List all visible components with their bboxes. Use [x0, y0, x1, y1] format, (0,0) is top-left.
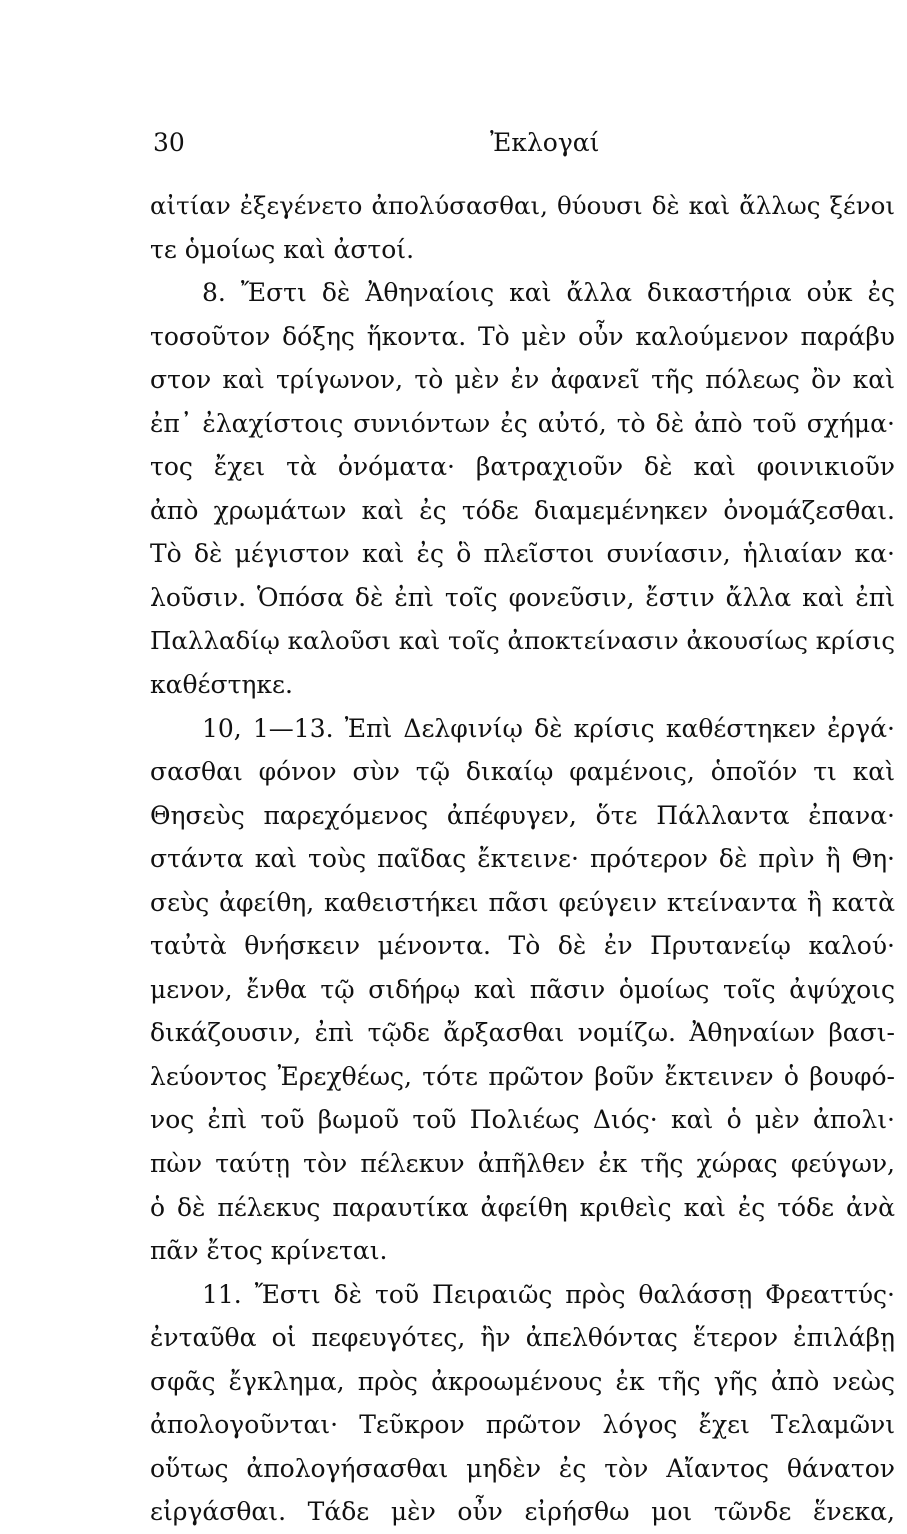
- text-line: στάντα καὶ τοὺς παῖδας ἔκτεινε· πρότερον δὲ πρὶν ἢ Θη·: [150, 844, 895, 874]
- text-line: ἀπὸ χρωμάτων καὶ ἐς τόδε διαμεμένηκεν ὀνομάζεσθαι.: [150, 495, 895, 525]
- text-line: νος ἐπὶ τοῦ βωμοῦ τοῦ Πολιέως Διός· καὶ ὁ μὲν ἀπολι·: [150, 1105, 895, 1135]
- text-line: 11. Ἔστι δὲ τοῦ Πειραιῶς πρὸς θαλάσσῃ Φρεαττύς·: [202, 1279, 895, 1309]
- text-line: ἐπ᾽ ἐλαχίστοις συνιόντων ἐς αὐτό, τὸ δὲ ἀπὸ τοῦ σχήμα·: [150, 408, 895, 438]
- text-line: Θησεὺς παρεχόμενος ἀπέφυγεν, ὅτε Πάλλαντα ἐπανα·: [150, 800, 895, 830]
- text-line: τε ὁμοίως καὶ ἀστοί.: [150, 234, 415, 264]
- text-line: λοῦσιν. Ὁπόσα δὲ ἐπὶ τοῖς φονεῦσιν, ἔστιν ἄλλα καὶ ἐπὶ: [150, 582, 895, 612]
- text-line: καθέστηκε.: [150, 670, 293, 700]
- text-line: σεὺς ἀφείθη, καθειστήκει πᾶσι φεύγειν κτείναντα ἢ κατὰ: [150, 887, 895, 917]
- text-line: Τὸ δὲ μέγιστον καὶ ἐς ὃ πλεῖστοι συνίασιν, ἡλιαίαν κα·: [150, 539, 895, 569]
- text-line: ταὐτὰ θνήσκειν μένοντα. Τὸ δὲ ἐν Πρυτανείῳ καλού·: [150, 931, 895, 961]
- text-line: στον καὶ τρίγωνον, τὸ μὲν ἐν ἀφανεῖ τῆς πόλεως ὂν καὶ: [150, 365, 895, 395]
- text-line: τος ἔχει τὰ ὀνόματα· βατραχιοῦν δὲ καὶ φοινικιοῦν: [150, 452, 895, 482]
- text-line: ἐνταῦθα οἱ πεφευγότες, ἢν ἀπελθόντας ἕτερον ἐπιλάβῃ: [150, 1323, 895, 1353]
- page-number: 30: [153, 128, 185, 157]
- text-line: μενον, ἔνθα τῷ σιδήρῳ καὶ πᾶσιν ὁμοίως τοῖς ἀψύχοις: [150, 974, 895, 1004]
- text-line: πὼν ταύτῃ τὸν πέλεκυν ἀπῆλθεν ἐκ τῆς χώρας φεύγων,: [150, 1149, 895, 1179]
- text-line: οὕτως ἀπολογήσασθαι μηδὲν ἐς τὸν Αἴαντος θάνατον: [150, 1453, 895, 1483]
- text-line: ἀπολογοῦνται· Τεῦκρον πρῶτον λόγος ἔχει Τελαμῶνι: [150, 1410, 895, 1440]
- text-line: 10, 1—13. Ἐπὶ Δελφινίῳ δὲ κρίσις καθέστηκεν ἐργά·: [202, 713, 895, 743]
- page-header: [0, 128, 907, 168]
- text-line: δικάζουσιν, ἐπὶ τῷδε ἄρξασθαι νομίζω. Ἀθηναίων βασι-: [150, 1018, 895, 1048]
- text-line: λεύοντος Ἐρεχθέως, τότε πρῶτον βοῦν ἔκτεινεν ὁ βουφό-: [150, 1061, 895, 1091]
- text-line: σασθαι φόνον σὺν τῷ δικαίῳ φαμένοις, ὁποῖόν τι καὶ: [150, 757, 895, 787]
- text-line: τοσοῦτον δόξης ἥκοντα. Τὸ μὲν οὖν καλούμενον παράβυ: [150, 321, 895, 351]
- text-line: αἰτίαν ἐξεγένετο ἀπολύσασθαι, θύουσι δὲ καὶ ἄλλως ξένοι: [150, 191, 895, 220]
- text-line: εἰργάσθαι. Τάδε μὲν οὖν εἰρήσθω μοι τῶνδε ἕνεκα,: [150, 1497, 895, 1527]
- body-text: [150, 184, 895, 1534]
- running-head: Ἐκλογαί: [490, 128, 600, 157]
- text-line: σφᾶς ἔγκλημα, πρὸς ἀκροωμένους ἐκ τῆς γῆς ἀπὸ νεὼς: [150, 1366, 895, 1396]
- text-line: 8. Ἔστι δὲ Ἀθηναίοις καὶ ἄλλα δικαστήρια οὐκ ἐς: [202, 278, 895, 308]
- text-line: ὁ δὲ πέλεκυς παραυτίκα ἀφείθη κριθεὶς καὶ ἐς τόδε ἀνὰ: [150, 1192, 895, 1222]
- text-line: πᾶν ἔτος κρίνεται.: [150, 1236, 388, 1266]
- text-line: Παλλαδίῳ καλοῦσι καὶ τοῖς ἀποκτείνασιν ἀκουσίως κρίσις: [150, 626, 896, 656]
